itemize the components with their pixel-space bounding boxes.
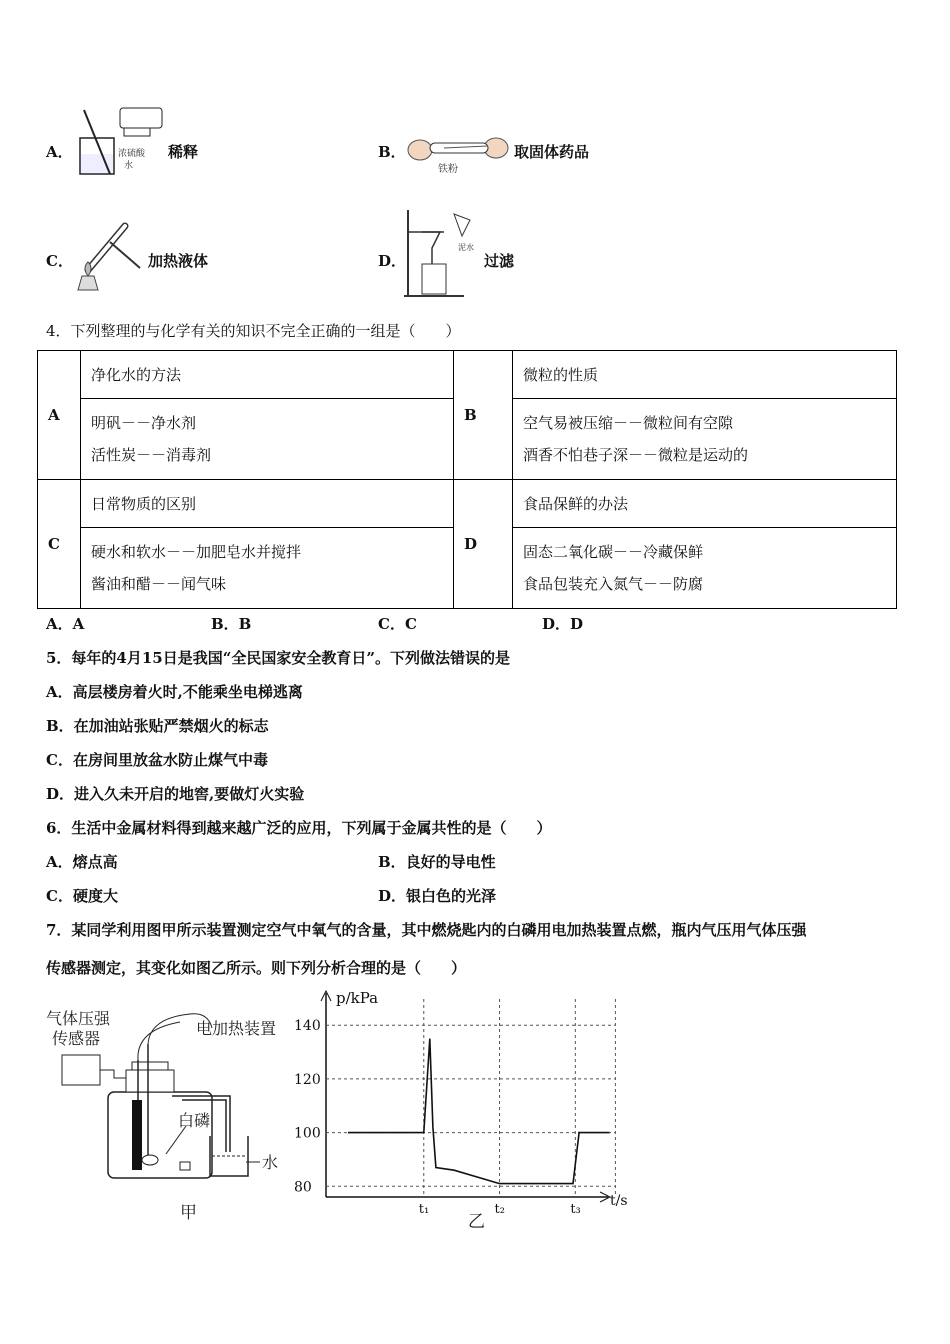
q4-b-line-1: 空气易被压缩－－微粒间有空隙 bbox=[523, 414, 734, 432]
q4-c-line-2: 酱油和醋－－闻气味 bbox=[91, 575, 227, 593]
q7-stem-line-1: 7．某同学利用图甲所示装置测定空气中氧气的含量，其中燃烧匙内的白磷用电加热装置点燃，瓶内气压用气体压强 bbox=[46, 921, 807, 939]
q6-stem: 6．生活中金属材料得到越来越广泛的应用，下列属于金属共性的是（ ） bbox=[46, 819, 552, 837]
q7-label-phosphorus: 白磷 bbox=[178, 1111, 211, 1130]
q4-d-line-1: 固态二氧化碳－－冷藏保鲜 bbox=[523, 543, 704, 561]
q3-option-d-caption: 过滤 bbox=[484, 252, 515, 270]
chart-x-tick-3: t₃ bbox=[570, 1202, 581, 1217]
chart-y-tick-120: 120 bbox=[294, 1071, 321, 1088]
q4-c-content bbox=[81, 528, 454, 609]
q7-spoon-handle bbox=[132, 1100, 142, 1170]
q4-option-b: B．B bbox=[211, 615, 252, 633]
q5-option-d: D．进入久未开启的地窖,要做灯火实验 bbox=[46, 785, 305, 803]
q4-option-a: A．A bbox=[46, 615, 85, 633]
q7-pressure-sensor-box bbox=[62, 1055, 100, 1085]
q4-d-line-2: 食品包装充入氮气－－防腐 bbox=[523, 575, 704, 593]
q3-option-d-letter: D． bbox=[378, 252, 407, 270]
q4-b-line-2: 酒香不怕巷子深－－微粒是运动的 bbox=[523, 446, 749, 464]
q5-option-c: C．在房间里放盆水防止煤气中毒 bbox=[46, 751, 268, 769]
q3-b-test-tube-illustration bbox=[404, 128, 512, 178]
q4-label-d: D bbox=[454, 480, 513, 609]
q4-a-content bbox=[81, 399, 454, 480]
q5-stem: 5．每年的4月15日是我国“全民国家安全教育日”。下列做法错误的是 bbox=[46, 649, 511, 667]
q3-option-b-caption: 取固体药品 bbox=[514, 143, 590, 161]
q3-d-label-mud-water: 泥水 bbox=[458, 243, 474, 252]
q3-a-dilution-illustration bbox=[72, 100, 167, 180]
q6-option-c: C．硬度大 bbox=[46, 887, 118, 905]
chart-y-tick-140: 140 bbox=[294, 1018, 321, 1035]
q6-option-b: B．良好的导电性 bbox=[378, 853, 496, 871]
q3-option-a-letter: A． bbox=[46, 143, 73, 161]
q4-b-content bbox=[513, 399, 897, 480]
q3-a-label-water: 水 bbox=[124, 161, 134, 171]
q3-b-label-iron: 铁粉 bbox=[438, 164, 458, 175]
q3-option-a-caption: 稀释 bbox=[168, 143, 199, 161]
q3-option-b-letter: B． bbox=[378, 143, 406, 161]
chart-y-tick-100: 100 bbox=[294, 1125, 321, 1142]
q4-a-title: 净化水的方法 bbox=[81, 351, 454, 399]
q4-a-line-1: 明矾－－净水剂 bbox=[91, 414, 197, 432]
q7-caption-yi: 乙 bbox=[468, 1212, 485, 1230]
q4-label-a: A bbox=[38, 351, 81, 480]
q4-a-line-2: 活性炭－－消毒剂 bbox=[91, 446, 212, 464]
q4-c-line-1: 硬水和软水－－加肥皂水并搅拌 bbox=[91, 543, 302, 561]
q6-option-d: D．银白色的光泽 bbox=[378, 887, 497, 905]
q3-d-filtration-illustration bbox=[404, 206, 480, 300]
q3-option-c-caption: 加热液体 bbox=[148, 252, 209, 270]
q5-option-a: A．高层楼房着火时,不能乘坐电梯逃离 bbox=[46, 683, 303, 701]
chart-y-axis-label: p/kPa bbox=[336, 989, 379, 1007]
chart-x-tick-2: t₂ bbox=[494, 1202, 505, 1217]
q7-label-heater: 电加热装置 bbox=[196, 1019, 277, 1038]
q7-burning-spoon bbox=[142, 1155, 158, 1165]
q7-caption-jia: 甲 bbox=[180, 1203, 197, 1223]
q4-d-title: 食品保鲜的办法 bbox=[513, 480, 897, 528]
chart-x-tick-1: t₁ bbox=[418, 1202, 430, 1217]
q5-option-b: B．在加油站张贴严禁烟火的标志 bbox=[46, 717, 269, 735]
q7-label-sensor-2: 传感器 bbox=[52, 1029, 101, 1048]
q4-label-b: B bbox=[454, 351, 513, 480]
q7-label-sensor-1: 气体压强 bbox=[46, 1009, 111, 1028]
q7-label-water: 水 bbox=[262, 1153, 279, 1172]
q7-figure-a-apparatus bbox=[40, 1000, 290, 1230]
q4-stem: 4．下列整理的与化学有关的知识不完全正确的一组是（ ） bbox=[46, 322, 461, 340]
q3-option-c-letter: C． bbox=[46, 252, 73, 270]
q4-d-content bbox=[513, 528, 897, 609]
q4-b-title: 微粒的性质 bbox=[513, 351, 897, 399]
q4-option-c: C．C bbox=[378, 615, 417, 633]
q7-figure-b-pressure-chart bbox=[290, 985, 650, 1230]
chart-pressure-line bbox=[348, 1039, 609, 1184]
q4-option-d: D．D bbox=[542, 615, 584, 633]
chart-y-tick-80: 80 bbox=[294, 1179, 312, 1196]
chart-x-axis-label: t/s bbox=[610, 1193, 628, 1209]
q4-c-title: 日常物质的区别 bbox=[81, 480, 454, 528]
q4-knowledge-table bbox=[37, 350, 897, 609]
q4-label-c: C bbox=[38, 480, 81, 609]
q7-stem-line-2: 传感器测定，其变化如图乙所示。则下列分析合理的是（ ） bbox=[46, 959, 467, 977]
q7-bottle bbox=[108, 1092, 212, 1178]
q3-c-heating-illustration bbox=[70, 218, 145, 296]
q3-a-label-acid: 浓硫酸 bbox=[118, 149, 146, 159]
q6-option-a: A．熔点高 bbox=[46, 853, 118, 871]
